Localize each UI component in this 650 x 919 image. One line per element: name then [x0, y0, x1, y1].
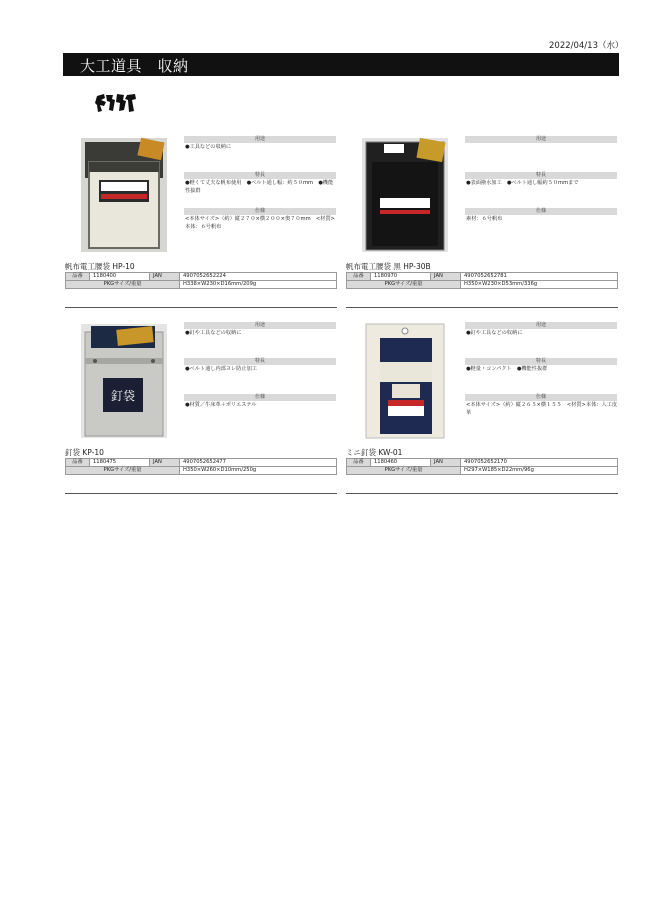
use-text: ●工具などの収納に [185, 144, 232, 150]
pkg-value: H350×W230×D53mm/336g [461, 281, 618, 289]
feature-text: ●ベルト通し内部ヨレ防止加工 [185, 366, 257, 372]
code-label: 品番 [66, 459, 90, 467]
spec-header: 仕様 [184, 208, 336, 215]
divider [346, 307, 618, 308]
spec-text: <本体サイズ>（約）縦２６５×横１５５ <材質>本体：人工皮革 [466, 402, 618, 416]
product-name: 釘袋 KP-10 [65, 448, 104, 457]
product-card-4 [346, 322, 618, 497]
spec-text: ●材質／牛床革＋ポリエステル [185, 402, 257, 408]
product-name: 帆布電工腰袋 黒 HP-30B [346, 262, 431, 271]
feature-text: ●軽くて丈夫な帆布使用 ●ベルト通し幅：約５０mm ●機能性抜群 [185, 180, 334, 194]
product-photo [77, 136, 171, 254]
use-text: ●釘や工具などの収納に [185, 330, 242, 336]
page-title: 大工道具 収納 [80, 57, 189, 75]
product-card-2 [346, 136, 618, 311]
spec-header: 仕様 [465, 394, 617, 401]
feature-header: 特長 [184, 358, 336, 365]
feature-header: 特長 [184, 172, 336, 179]
use-header: 用途 [465, 136, 617, 143]
product-photo [358, 136, 452, 254]
feature-text: ●軽量・コンパクト ●機能性抜群 [466, 366, 548, 372]
use-text: ●釘や工具などの収納に [466, 330, 523, 336]
product-photo [77, 322, 171, 440]
code-label: 品番 [66, 273, 90, 281]
divider [65, 493, 337, 494]
jan-value: 4907052652781 [461, 273, 618, 281]
product-card-3 [65, 322, 337, 497]
jan-value: 4907052652224 [180, 273, 337, 281]
pkg-label: PKGサイズ/重量 [66, 467, 180, 475]
jan-value: 4907052652477 [180, 459, 337, 467]
use-text [465, 143, 617, 159]
product-info-table [346, 458, 618, 475]
spec-text: <本体サイズ>（約）縦２７０×横２００×奥７０mm <材質>本体：６号帆布 [185, 216, 335, 230]
use-header: 用途 [184, 322, 336, 329]
code-value: 1180400 [90, 273, 150, 281]
spec-header: 仕様 [184, 394, 336, 401]
feature-text: ●表面撥水加工 ●ベルト通し幅約５０mmまで [466, 180, 579, 186]
pkg-label: PKGサイズ/重量 [347, 467, 461, 475]
spec-header: 仕様 [465, 208, 617, 215]
jan-label: JAN [150, 459, 180, 467]
code-value: 1180970 [371, 273, 431, 281]
pkg-label: PKGサイズ/重量 [66, 281, 180, 289]
feature-header: 特長 [465, 358, 617, 365]
product-info-table [65, 458, 337, 475]
jan-label: JAN [150, 273, 180, 281]
jan-label: JAN [431, 273, 461, 281]
divider [65, 307, 337, 308]
product-photo [358, 322, 452, 440]
feature-header: 特長 [465, 172, 617, 179]
brand-logo [94, 92, 138, 114]
spec-text: 素材：６号帆布 [466, 216, 503, 222]
product-name: ミニ釘袋 KW-01 [346, 448, 403, 457]
jan-label: JAN [431, 459, 461, 467]
product-name: 帆布電工腰袋 HP-10 [65, 262, 135, 271]
product-info-table [65, 272, 337, 289]
jan-value: 4907052652170 [461, 459, 618, 467]
product-card-1 [65, 136, 337, 311]
pkg-value: H297×W185×D22mm/96g [461, 467, 618, 475]
svg-text:釘袋: 釘袋 [110, 389, 136, 403]
date: 2022/04/13（水） [549, 41, 624, 51]
code-label: 品番 [347, 273, 371, 281]
pkg-value: H338×W230×D16mm/209g [180, 281, 337, 289]
spec-block [184, 322, 336, 425]
spec-block [184, 136, 336, 239]
spec-block [465, 322, 617, 425]
product-info-table [346, 272, 618, 289]
spec-block [465, 136, 617, 239]
pkg-value: H350×W260×D10mm/250g [180, 467, 337, 475]
divider [346, 493, 618, 494]
code-label: 品番 [347, 459, 371, 467]
title-bar [63, 53, 619, 76]
code-value: 1180475 [90, 459, 150, 467]
pkg-label: PKGサイズ/重量 [347, 281, 461, 289]
use-header: 用途 [465, 322, 617, 329]
code-value: 1180460 [371, 459, 431, 467]
use-header: 用途 [184, 136, 336, 143]
